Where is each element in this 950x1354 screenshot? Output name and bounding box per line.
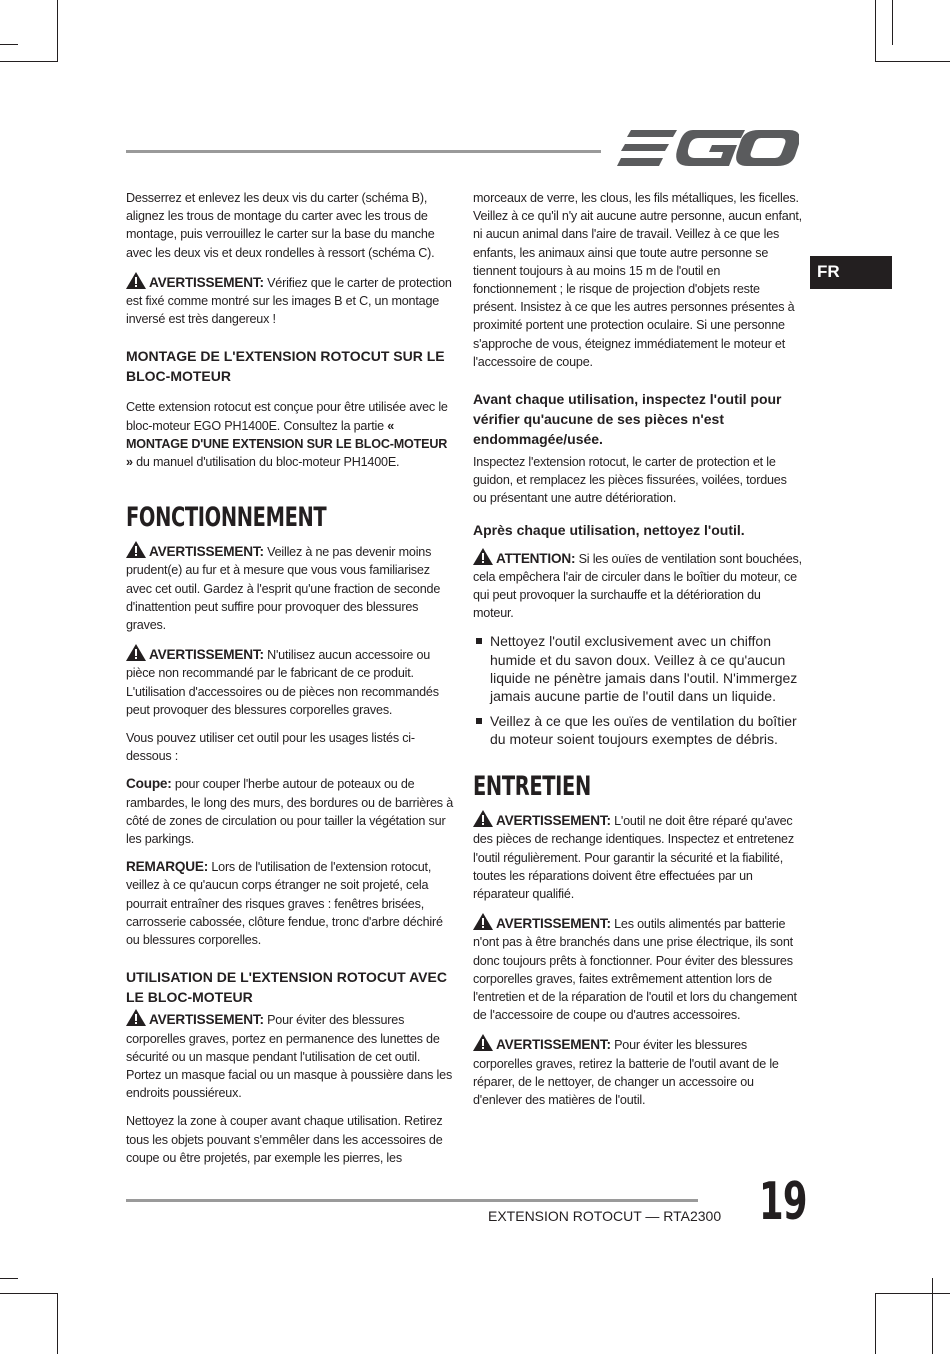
bullet-square-icon <box>476 638 482 644</box>
continuation-paragraph: morceaux de verre, les clous, les fils métalliques, les ficelles. Veillez à ce qu'il n'y ait aucune autre personne, aucun enfant, ni aucun animal dans l'aire de travail. Veillez à ce que les enfants, les animaux ainsi que toute autre personne se tiennent toujours à au moins 15 m de l'outil en fonctionnement ; le risque de projection d'objets reste présent. Insistez à ce que les autres personnes présentes à proximité portent une protection oculaire. Si une personne s'approche de vous, éteignez immédiatement le moteur et l'accessoire de coupe. <box>473 191 802 369</box>
left-column <box>126 189 456 1177</box>
warning-label: AVERTISSEMENT: <box>149 274 264 290</box>
section-heading-montage: MONTAGE DE L'EXTENSION ROTOCUT SUR LE BLOC-MOTEUR <box>126 348 445 385</box>
warning-icon <box>473 913 493 930</box>
crop-mark <box>57 1293 58 1354</box>
coupe-paragraph <box>126 775 456 848</box>
language-tab: FR <box>810 256 892 289</box>
warning-icon <box>126 541 146 558</box>
crop-mark <box>0 61 58 62</box>
nettoyez-paragraph: Nettoyez la zone à couper avant chaque utilisation. Retirez tous les objets pouvant s'emmêler dans les accessoires de coupe ou être projetés, par exemple les pierres, les <box>126 1114 443 1165</box>
avant-paragraph: Inspectez l'extension rotocut, le carter de protection et le guidon, et remplacez les pièces fissurées, voilées, tordues ou présentant une autre détérioration. <box>473 455 787 506</box>
header-rule <box>126 150 601 153</box>
warning-text: Pour éviter des blessures corporelles graves, portez en permanence des lunettes de sécurité ou un masque pendant l'utilisation de cet outil. Portez un masque facial ou un masque à poussière dans les endroits poussiéreux. <box>126 1013 453 1101</box>
warning-label: AVERTISSEMENT: <box>496 1037 611 1053</box>
crop-mark <box>875 1293 950 1294</box>
warning-paragraph <box>126 541 456 634</box>
warning-paragraph <box>473 1034 803 1109</box>
warning-paragraph <box>473 810 803 903</box>
warning-icon <box>126 1009 146 1026</box>
bullet-square-icon <box>476 718 482 724</box>
crop-mark <box>892 0 893 45</box>
montage-reference: « MONTAGE D'UNE EXTENSION SUR LE BLOC-MOTEUR » <box>126 418 448 470</box>
warning-text: Vérifiez que le carter de protection est fixé comme montré sur les images B et C, un montage inversé est très dangereux ! <box>126 275 452 327</box>
warning-label: AVERTISSEMENT: <box>496 916 611 932</box>
intro-paragraph: Desserrez et enlevez les deux vis du carter (schéma B), alignez les trous de montage du carter avec les trous de montage, puis verrouillez le carter sur la base du manche avec les deux vis et deux rondelles à ressort (schéma C). <box>126 191 435 260</box>
warning-text: Veillez à ne pas devenir moins prudent(e) au fur et à mesure que vous vous familiarisez avec cet outil. Gardez à l'esprit qu'une fraction de seconde d'inattention peut suffire pour provoquer des blessures graves. <box>126 545 441 633</box>
montage-text: Cette extension rotocut est conçue pour être utilisée avec le bloc-moteur EGO PH1400E. Consultez la partie <box>126 400 448 433</box>
warning-text: L'outil ne doit être réparé qu'avec des pièces de rechange identiques. Inspectez et entretenez l'outil régulièrement. Pour garantir la sécurité et la fiabilité, toutes les réparations doivent être effectuées par un réparateur qualifié. <box>473 814 794 902</box>
list-item-text: Veillez à ce que les ouïes de ventilation du boîtier du moteur soient toujours exemptes de débris. <box>490 712 797 747</box>
ego-logo-mark <box>617 128 799 170</box>
footer-rule <box>126 1199 698 1202</box>
warning-icon <box>473 548 493 565</box>
remarque-label: REMARQUE: <box>126 859 209 875</box>
remarque-text: Lors de l'utilisation de l'extension rotocut, veillez à ce qu'aucun corps étranger ne soit projeté, cela pourrait entraîner des risques graves : fenêtres brisées, carrosserie cabossée, clôture fendue, tronc d'arbre déchiré ou blessures corporelles. <box>126 860 443 948</box>
crop-mark <box>875 0 876 62</box>
warning-text: Pour éviter les blessures corporelles graves, retirez la batterie de l'outil avant de le réparer, de le nettoyer, de changer un accessoire ou d'enlever des matières de l'outil. <box>473 1038 779 1108</box>
crop-mark <box>932 1278 933 1354</box>
crop-mark <box>875 61 950 62</box>
warning-paragraph <box>126 272 456 329</box>
crop-mark <box>875 1293 876 1354</box>
section-title-entretien: ENTRETIEN <box>473 771 591 803</box>
montage-paragraph <box>126 398 456 471</box>
warning-paragraph <box>473 913 803 1024</box>
list-item <box>473 632 803 705</box>
attention-label: ATTENTION: <box>496 550 576 566</box>
section-heading-utilisation: UTILISATION DE L'EXTENSION ROTOCUT AVEC LE BLOC-MOTEUR <box>126 969 447 1006</box>
attention-text: Si les ouïes de ventilation sont bouchées, cela empêchera l'air de circuler dans le boîtier du moteur, ce qui peut provoquer la surchauffe et la détérioration du moteur. <box>473 551 802 621</box>
list-item-text: Nettoyez l'outil exclusivement avec un chiffon humide et du savon doux. Veillez à ce qu'aucun liquide ne pénètre jamais dans l'outil. N'immergez jamais aucune partie de l'outil dans un liquide. <box>490 633 798 705</box>
warning-label: AVERTISSEMENT: <box>149 544 264 560</box>
section-heading-avant: Avant chaque utilisation, inspectez l'outil pour vérifier qu'aucune de ses pièces n'est endommagée/usée. <box>473 391 782 448</box>
warning-icon <box>126 272 146 289</box>
crop-mark <box>0 44 18 45</box>
warning-paragraph <box>126 644 456 719</box>
warning-text: N'utilisez aucun accessoire ou pièce non recommandé par le fabricant de ce produit. L'utilisation d'accessoires ou de pièces non recommandés peut provoquer des blessures corporelles graves. <box>126 648 439 717</box>
coupe-text: pour couper l'herbe autour de poteaux ou de rambardes, le long des murs, des bordures ou de barrières à côté de zones de circulation ou pour tailler la végétation sur les parkings. <box>126 777 454 847</box>
cleaning-list <box>473 632 803 748</box>
warning-paragraph <box>126 1009 456 1102</box>
crop-mark <box>0 1293 58 1294</box>
page-number: 19 <box>759 1172 807 1232</box>
crop-mark <box>57 0 58 62</box>
remarque-paragraph <box>126 858 456 949</box>
montage-text-end: du manuel d'utilisation du bloc-moteur PH1400E. <box>132 455 400 470</box>
attention-paragraph <box>473 548 803 623</box>
coupe-label: Coupe: <box>126 776 172 792</box>
warning-icon <box>126 644 146 661</box>
usages-paragraph: Vous pouvez utiliser cet outil pour les usages listés ci-dessous : <box>126 731 415 764</box>
list-item <box>473 712 803 749</box>
warning-label: AVERTISSEMENT: <box>149 1012 264 1028</box>
right-column <box>473 189 803 1119</box>
warning-label: AVERTISSEMENT: <box>149 647 264 663</box>
warning-icon <box>473 810 493 827</box>
warning-text: Les outils alimentés par batterie n'ont pas à être branchés dans une prise électrique, ils sont donc toujours prêts à fonctionner. Pour éviter des blessures corporelles graves, faites extrêmement attention lors de l'entretien et de la réparation de l'outil et lors du changement de l'accessoire de coupe ou d'autres accessoires. <box>473 917 797 1023</box>
section-title-fonctionnement: FONCTIONNEMENT <box>126 502 327 534</box>
warning-icon <box>473 1034 493 1051</box>
section-heading-apres: Après chaque utilisation, nettoyez l'outil. <box>473 521 745 538</box>
footer-title: EXTENSION ROTOCUT — RTA2300 <box>488 1208 722 1224</box>
crop-mark <box>0 1278 18 1279</box>
warning-label: AVERTISSEMENT: <box>496 813 611 829</box>
ego-logo <box>617 128 799 175</box>
